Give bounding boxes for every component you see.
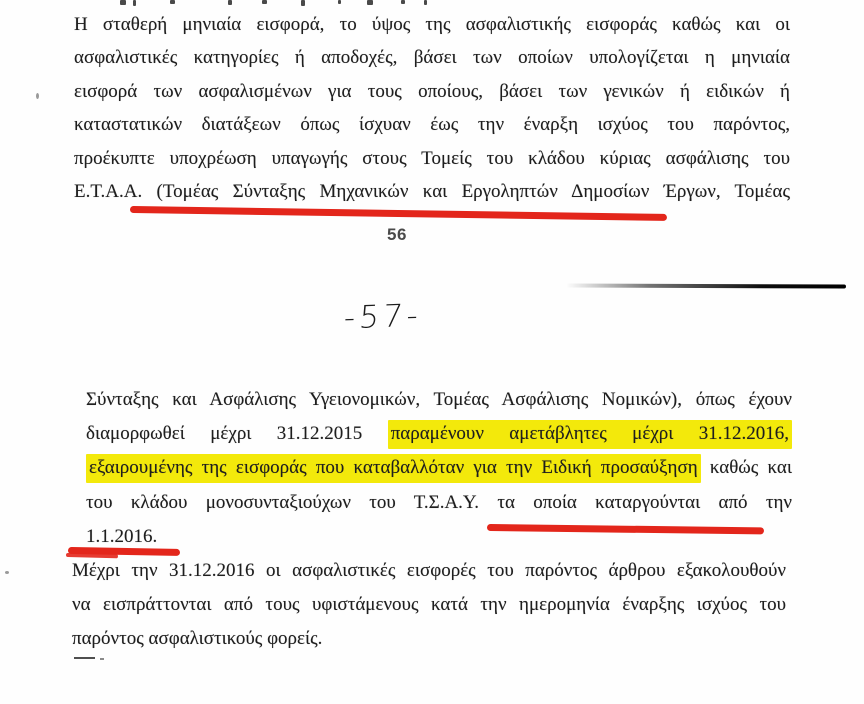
scan-artifact [338, 0, 341, 4]
scan-artifact [367, 0, 373, 5]
page-number: 56 [387, 225, 407, 244]
text-line: του κλάδου μονοσυνταξιούχων του Τ.Σ.Α.Υ. τα οποία καταργούνται από την [86, 491, 792, 513]
text-line: να εισπράττονται από τους υφιστάμενους κατά την ημερομηνία έναρξης ισχύος του [72, 594, 786, 615]
scan-artifact [424, 0, 427, 5]
text-line: καταστατικών διατάξεων όπως ίσχυαν έως την έναρξη ισχύος του παρόντος, [74, 114, 790, 136]
highlighted-text: εξαιρουμένης της εισφοράς που καταβαλλόταν για την Ειδική προσαύξηση [86, 454, 701, 483]
text-line: παρόντος ασφαλιστικούς φορείς. [72, 628, 323, 649]
highlighted-text: παραμένουν αμετάβλητες μέχρι 31.12.2016, [388, 420, 792, 449]
text-segment: καθώς και [700, 457, 792, 479]
text-line: Σύνταξης και Ασφάλισης Υγειονομικών, Τομέας Ασφάλισης Νομικών), όπως έχουν [86, 389, 792, 410]
scan-artifact [170, 0, 175, 4]
scan-artifact [301, 0, 305, 6]
scan-artifact [262, 0, 267, 4]
scan-artifact-dot [100, 658, 104, 660]
handwritten-page-number: -57- [342, 297, 424, 337]
text-line: Η σταθερή μηνιαία εισφορά, το ύψος της ασφαλιστικής εισφοράς καθώς και οι [74, 14, 790, 35]
scan-speck [36, 93, 39, 99]
scan-artifact-dash [74, 657, 95, 659]
scan-speck [5, 571, 9, 574]
text-line: Μέχρι την 31.12.2016 οι ασφαλιστικές εισφορές του παρόντος άρθρου εξακολουθούν [72, 560, 786, 581]
scan-artifact [228, 0, 232, 5]
text-line: προέκυπτε υποχρέωση υπαγωγής στους Τομείς του κλάδου κύριας ασφάλισης του [74, 147, 790, 169]
text-line: Ε.Τ.Α.Α. (Τομέας Σύνταξης Μηχανικών και Εργοληπτών Δημοσίων Έργων, Τομέας [74, 181, 790, 203]
text-line: ασφαλιστικές κατηγορίες ή αποδοχές, βάσει των οποίων υπολογίζεται η μηνιαία [74, 47, 790, 69]
scan-artifact [133, 0, 136, 6]
text-line [86, 451, 792, 485]
text-line: εισφορά των ασφαλισμένων για τους οποίους, βάσει των γενικών ή ειδικών ή [74, 80, 790, 102]
scan-artifact [401, 0, 405, 4]
scan-artifact-line [566, 284, 846, 289]
page56-paragraph [74, 8, 790, 208]
scan-artifact [120, 0, 126, 5]
text-line: 1.1.2016. [86, 525, 158, 547]
text-line [86, 417, 792, 451]
page57-paragraph-2 [72, 554, 786, 656]
text-segment: διαμορφωθεί μέχρι 31.12.2015 [86, 423, 388, 445]
